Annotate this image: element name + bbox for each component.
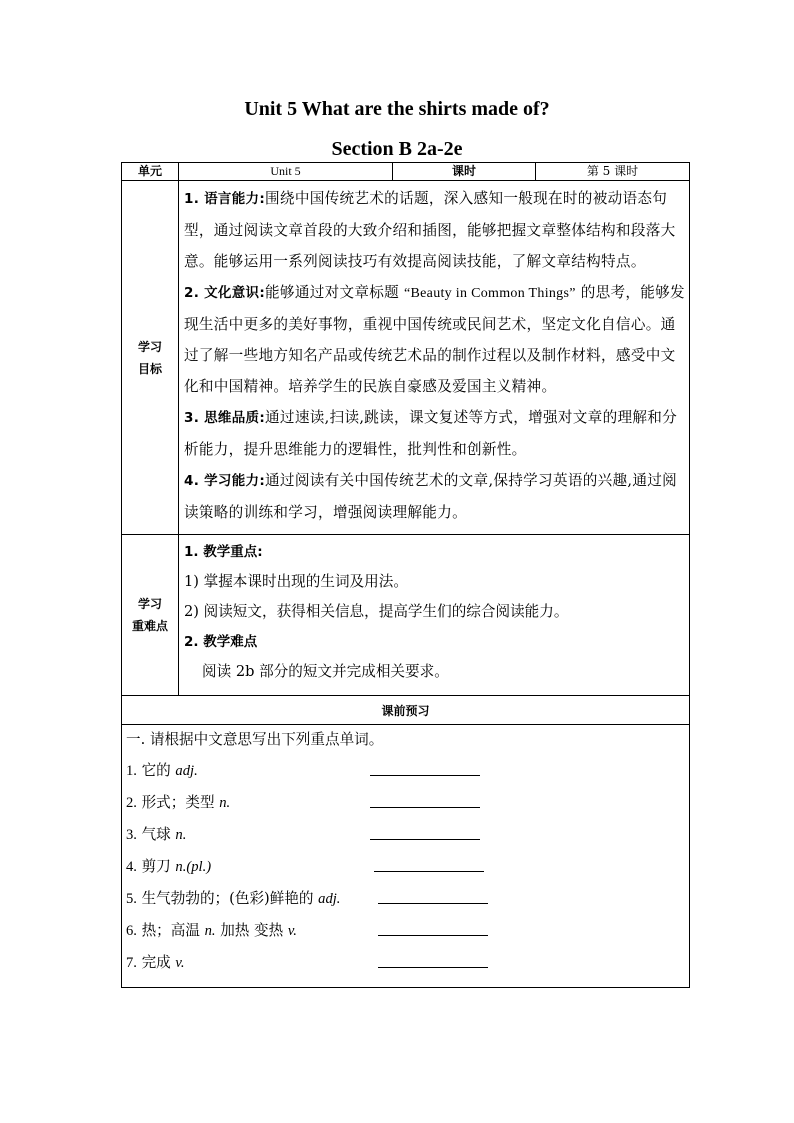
vocab-item: 6. 热；高温 n. 加热 变热 v. [126, 915, 685, 947]
preview-title: 课前预习 [122, 696, 690, 725]
key-point: 2) 阅读短文，获得相关信息，提高学生们的综合阅读能力。 [184, 603, 569, 620]
goals-content [179, 181, 690, 535]
vocab-item: 4. 剪刀 n.(pl.) [126, 851, 685, 883]
vocab-item: 3. 气球 n. [126, 819, 685, 851]
goals-row [122, 181, 690, 535]
goal-item: 2. 文化意识:能够通过对文章标题 “Beauty in Common Things” 的思考，能够发现生活中更多的美好事物，重视中国传统或民间艺术，坚定文化自信心。通过了解一些地方知名产品或传统艺术品的制作过程以及制作材料，感受中文化和中国精神。培养学生的民族自豪感及爱国主义精神。 [184, 284, 685, 395]
answer-blank[interactable] [370, 807, 480, 808]
vocab-item: 1. 它的 adj. [126, 755, 685, 787]
unit-value: Unit 5 [179, 163, 393, 181]
vocab-instruction: 一. 请根据中文意思写出下列重点单词。 [126, 731, 384, 748]
focus-content [179, 535, 690, 696]
key-points-title: 1. 教学重点: [184, 544, 263, 560]
unit-label: 单元 [122, 163, 179, 181]
answer-blank[interactable] [378, 903, 488, 904]
vocab-item: 2. 形式；类型 n. [126, 787, 685, 819]
answer-blank[interactable] [378, 967, 488, 968]
focus-row [122, 535, 690, 696]
header-row [122, 163, 690, 181]
answer-blank[interactable] [374, 871, 484, 872]
goal-item: 1. 语言能力:围绕中国传统艺术的话题，深入感知一般现在时的被动语态句型，通过阅读文章首段的大致介绍和插图，能够把握文章整体结构和段落大意。能够运用一系列阅读技巧有效提高阅读技能，了解文章结构特点。 [184, 190, 676, 270]
difficult-point: 阅读 2b 部分的短文并完成相关要求。 [202, 663, 449, 680]
goals-label: 学习 目标 [122, 181, 179, 535]
lesson-plan-table [121, 162, 690, 988]
document-title: Unit 5 What are the shirts made of? [244, 98, 550, 120]
document-subtitle: Section B 2a-2e [331, 138, 463, 160]
vocab-row [122, 725, 690, 988]
difficult-points-title: 2. 教学难点 [184, 634, 258, 650]
vocab-content [122, 725, 690, 988]
answer-blank[interactable] [370, 839, 480, 840]
period-label: 课时 [393, 163, 536, 181]
answer-blank[interactable] [378, 935, 488, 936]
vocab-item: 5. 生气勃勃的；(色彩)鲜艳的 adj. [126, 883, 685, 915]
focus-label: 学习 重难点 [122, 535, 179, 696]
vocab-item: 7. 完成 v. [126, 947, 685, 979]
answer-blank[interactable] [370, 775, 480, 776]
goal-item: 4. 学习能力:通过阅读有关中国传统艺术的文章,保持学习英语的兴趣,通过阅读策略的训练和学习，增强阅读理解能力。 [184, 472, 678, 521]
preview-header-row [122, 696, 690, 725]
goal-item: 3. 思维品质:通过速读,扫读,跳读，课文复述等方式，增强对文章的理解和分析能力，提升思维能力的逻辑性，批判性和创新性。 [184, 409, 678, 458]
key-point: 1) 掌握本课时出现的生词及用法。 [184, 573, 408, 590]
period-value: 第 5 课时 [536, 163, 690, 181]
